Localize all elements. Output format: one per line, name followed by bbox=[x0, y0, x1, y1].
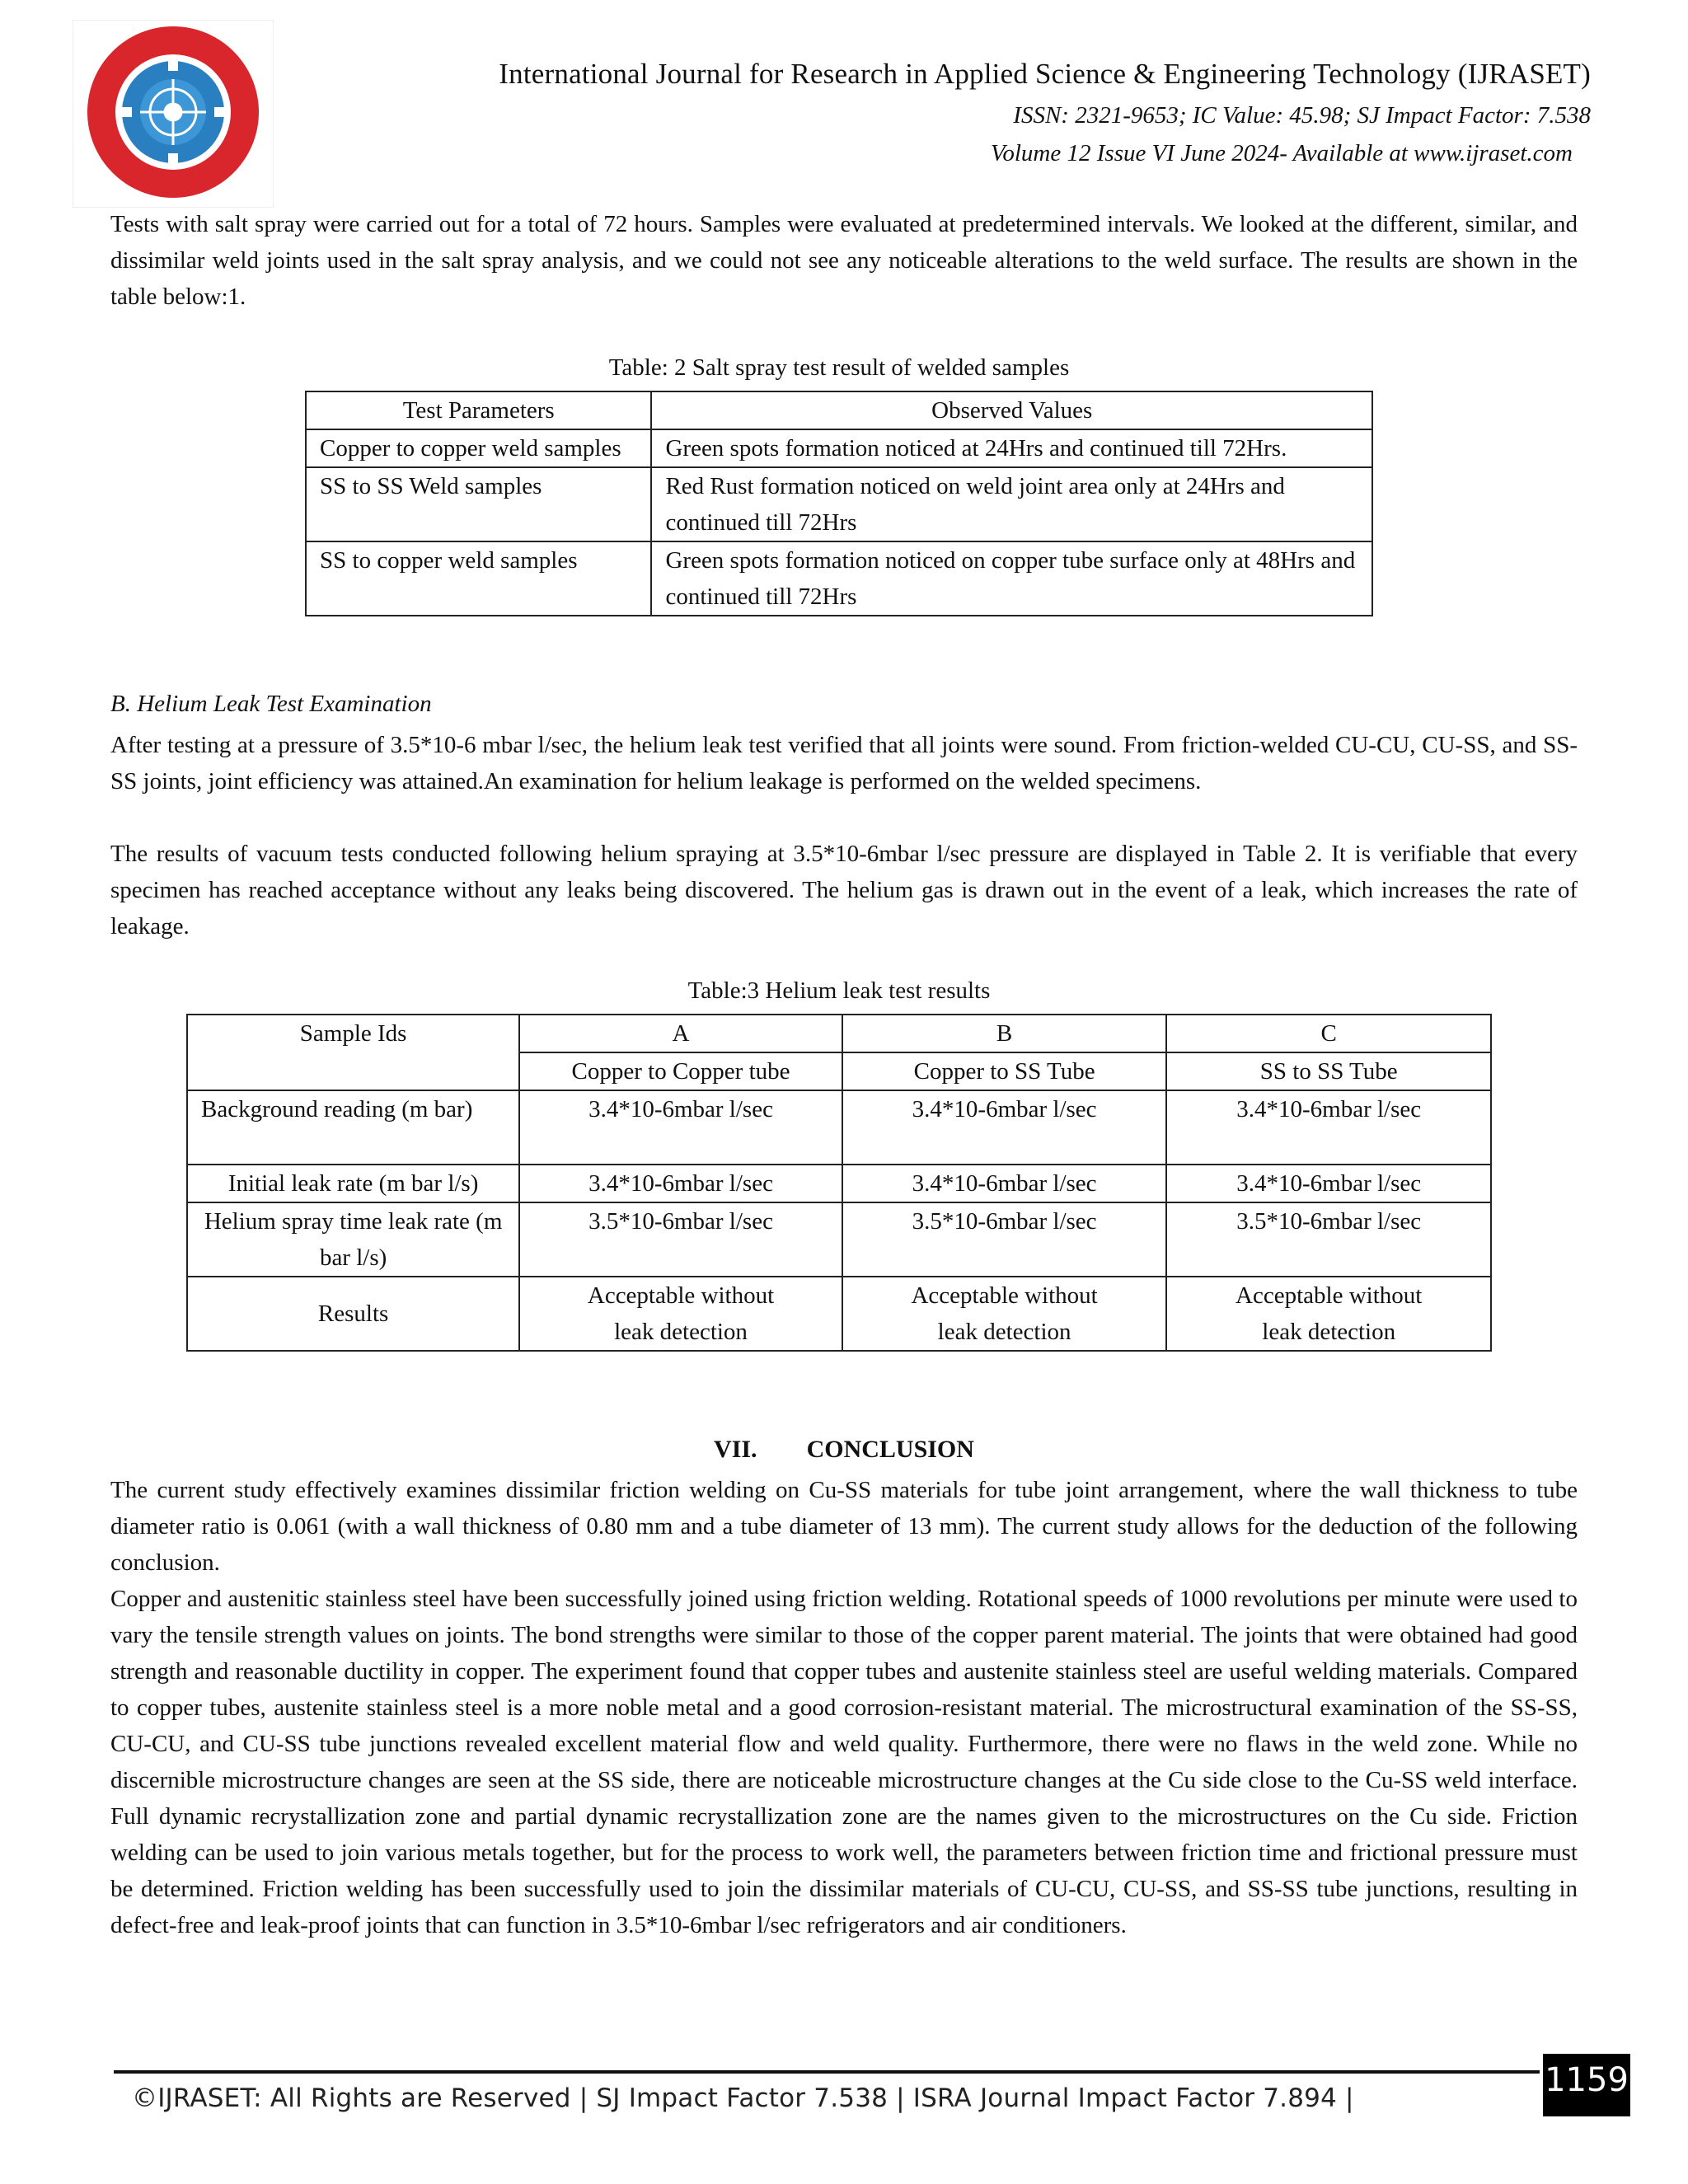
volume-line: Volume 12 Issue VI June 2024- Available at www.ijraset.com bbox=[990, 140, 1573, 166]
section-b-paragraph-1: After testing at a pressure of 3.5*10-6 mbar l/sec, the helium leak test verified that all joints were sound. From friction-welded CU-CU, CU-SS, and SS-SS joints, joint efficiency was attained.An examination for helium leakage is performed on the welded specimens. bbox=[110, 732, 1578, 794]
table-cell: Background reading (m bar) bbox=[187, 1090, 519, 1165]
table-cell: Acceptable without leak detection bbox=[842, 1277, 1167, 1351]
table-cell: SS to copper weld samples bbox=[306, 541, 651, 616]
table-header-cell: Sample Ids bbox=[187, 1015, 519, 1090]
table-cell: Acceptable without leak detection bbox=[1166, 1277, 1491, 1351]
table-cell: Green spots formation noticed at 24Hrs and continued till 72Hrs. bbox=[651, 429, 1372, 467]
table-cell: 3.5*10-6mbar l/sec bbox=[842, 1202, 1167, 1277]
section-b-heading: B. Helium Leak Test Examination bbox=[110, 691, 432, 717]
table-cell: Helium spray time leak rate (m bar l/s) bbox=[187, 1202, 519, 1277]
footer-rule bbox=[114, 2070, 1540, 2074]
table-row bbox=[187, 1165, 1491, 1202]
intro-paragraph: Tests with salt spray were carried out for a total of 72 hours. Samples were evaluated at predetermined intervals. We looked at the different, similar, and dissimilar weld joints used in the salt spray analysis, and we could not see any noticeable alterations to the weld surface. The results are shown in the table below:1. bbox=[110, 211, 1578, 310]
table-row bbox=[306, 429, 1372, 467]
journal-logo bbox=[73, 20, 274, 208]
table-cell: Acceptable without leak detection bbox=[519, 1277, 842, 1351]
table-cell: 3.4*10-6mbar l/sec bbox=[519, 1165, 842, 1202]
table-cell: SS to SS Weld samples bbox=[306, 467, 651, 541]
table-cell: 3.4*10-6mbar l/sec bbox=[842, 1090, 1167, 1165]
table-header-cell: A bbox=[519, 1015, 842, 1052]
table-header-cell: C bbox=[1166, 1015, 1491, 1052]
table-header-cell: SS to SS Tube bbox=[1166, 1052, 1491, 1090]
section-b-paragraph-2: The results of vacuum tests conducted following helium spraying at 3.5*10-6mbar l/sec pressure are displayed in Table 2. It is verifiable that every specimen has reached acceptance without any leaks being discovered. The helium gas is drawn out in the event of a leak, which increases the rate of leakage. bbox=[110, 841, 1578, 940]
table-header-row bbox=[187, 1015, 1491, 1052]
section-number: VII. bbox=[714, 1436, 757, 1463]
ijraset-seal-icon bbox=[73, 20, 274, 208]
table-cell: Copper to copper weld samples bbox=[306, 429, 651, 467]
table-row bbox=[187, 1277, 1491, 1351]
table-cell: Red Rust formation noticed on weld joint area only at 24Hrs and continued till 72Hrs bbox=[651, 467, 1372, 541]
table2-caption: Table: 2 Salt spray test result of welded samples bbox=[608, 354, 1070, 381]
conclusion-heading bbox=[0, 1436, 1688, 1464]
table-header-cell: Observed Values bbox=[651, 391, 1372, 429]
table-header-row bbox=[306, 391, 1372, 429]
table-header-cell: Test Parameters bbox=[306, 391, 651, 429]
helium-leak-table bbox=[186, 1014, 1492, 1352]
table-cell: Initial leak rate (m bar l/s) bbox=[187, 1165, 519, 1202]
table-cell: 3.4*10-6mbar l/sec bbox=[519, 1090, 842, 1165]
table-row bbox=[306, 467, 1372, 541]
section-title: CONCLUSION bbox=[806, 1436, 974, 1463]
salt-spray-table bbox=[305, 391, 1373, 616]
table-cell: 3.4*10-6mbar l/sec bbox=[842, 1165, 1167, 1202]
table-row bbox=[187, 1202, 1491, 1277]
conclusion-paragraph-1: The current study effectively examines dissimilar friction welding on Cu-SS materials for tube joint arrangement, where the wall thickness to tube diameter ratio is 0.061 (with a wall thickness of 0.80 mm and a tube diameter of 13 mm). The current study allows for the deduction of the following conclusion. bbox=[110, 1477, 1578, 1576]
table-cell: Green spots formation noticed on copper tube surface only at 48Hrs and continued till 72Hrs bbox=[651, 541, 1372, 616]
conclusion-paragraph-2: Copper and austenitic stainless steel have been successfully joined using friction welding. Rotational speeds of 1000 revolutions per minute were used to vary the tensile strength values on joints. The bond strengths were similar to those of the copper parent material. The joints that were obtained had good strength and reasonable ductility in copper. The experiment found that copper tubes and austenite stainless steel are useful welding materials. Compared to copper tubes, austenite stainless steel is a more noble metal and a good corrosion-resistant material. The microstructural examination of the SS-SS, CU-CU, and CU-SS tube junctions revealed excellent material flow and weld quality. Furthermore, there were no flaws in the weld zone. While no discernible microstructure changes are seen at the SS side, there are noticeable microstructure changes at the Cu side close to the Cu-SS weld interface. Full dynamic recrystallization zone and partial dynamic recrystallization zone are the names given to the microstructures on the Cu side. Friction welding can be used to join various metals together, but for the process to work well, the parameters between friction time and frictional pressure must be determined. Friction welding has been successfully used to join the dissimilar materials of CU-CU, CU-SS, and SS-SS tube junctions, resulting in defect-free and leak-proof joints that can function in 3.5*10-6mbar l/sec refrigerators and air conditioners. bbox=[110, 1586, 1578, 1938]
table-row bbox=[187, 1090, 1491, 1165]
issn-line: ISSN: 2321-9653; IC Value: 45.98; SJ Impact Factor: 7.538 bbox=[1013, 102, 1591, 129]
table-header-cell: Copper to Copper tube bbox=[519, 1052, 842, 1090]
table-header-cell: Copper to SS Tube bbox=[842, 1052, 1167, 1090]
table-cell: 3.5*10-6mbar l/sec bbox=[519, 1202, 842, 1277]
table-cell: 3.4*10-6mbar l/sec bbox=[1166, 1165, 1491, 1202]
table-cell: Results bbox=[187, 1277, 519, 1351]
page-number: 1159 bbox=[1543, 2054, 1630, 2116]
table-cell: 3.5*10-6mbar l/sec bbox=[1166, 1202, 1491, 1277]
table-cell: 3.4*10-6mbar l/sec bbox=[1166, 1090, 1491, 1165]
table3-caption: Table:3 Helium leak test results bbox=[687, 977, 991, 1004]
journal-title: International Journal for Research in Applied Science & Engineering Technology (IJRASET) bbox=[499, 58, 1591, 90]
table-header-cell: B bbox=[842, 1015, 1167, 1052]
footer-text: ©IJRASET: All Rights are Reserved | SJ Impact Factor 7.538 | ISRA Journal Impact Factor 7.894 | bbox=[132, 2083, 1354, 2113]
table-row bbox=[306, 541, 1372, 616]
